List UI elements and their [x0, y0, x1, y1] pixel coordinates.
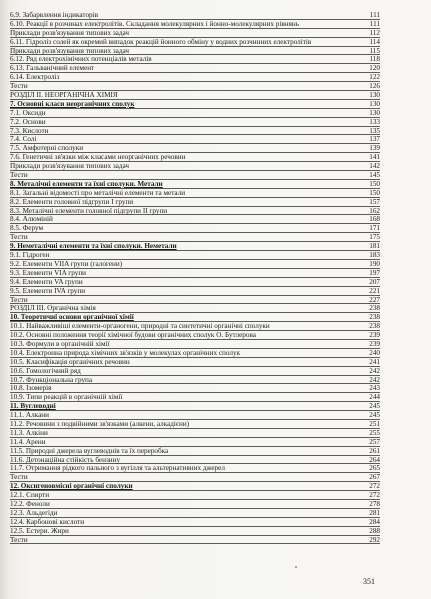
- toc-entry: [10, 536, 380, 545]
- toc-entry-page: 118: [369, 55, 380, 64]
- toc-entry-title: РОЗДІЛ III. Органічна хімія: [10, 304, 96, 313]
- toc-entry: [10, 491, 380, 500]
- toc-entry-page: 238: [369, 313, 380, 322]
- toc-entry-title: 7.5. Амфотерні сполуки: [10, 144, 84, 153]
- toc-entry-title: 11.3. Алкіни: [10, 428, 48, 437]
- toc-entry: [10, 207, 380, 216]
- toc-entry-title: Приклади розв'язування типових задач: [10, 28, 130, 37]
- toc-entry-page: 130: [369, 99, 380, 108]
- toc-entry-page: 175: [369, 233, 380, 242]
- toc-entry-page: 238: [369, 304, 380, 313]
- toc-entry-page: 126: [369, 82, 380, 91]
- toc-entry: [10, 269, 380, 278]
- toc-entry: [10, 82, 380, 91]
- toc-entry: [10, 447, 380, 456]
- toc-entry: [10, 73, 380, 82]
- toc-entry-title: 7.2. Основи: [10, 117, 46, 126]
- toc-entry: [10, 420, 380, 429]
- toc-entry-page: 130: [369, 91, 380, 100]
- toc-entry: [10, 91, 380, 100]
- toc-entry: [10, 198, 380, 207]
- toc-entry-title: 10.8. Ізомерія: [10, 384, 52, 393]
- toc-entry-title: 12.4. Карбонові кислоти: [10, 517, 85, 526]
- toc-entry-title: Тести: [10, 295, 28, 304]
- toc-entry-page: 284: [369, 517, 380, 526]
- toc-entry-title: 6.10. Реакції в розчинах електролітів. Складання молекулярних і йонно-молекулярних рівнянь: [10, 19, 300, 28]
- toc-entry-page: 168: [369, 215, 380, 224]
- toc-entry-page: 245: [369, 411, 380, 420]
- toc-entry-page: 241: [369, 357, 380, 366]
- toc-entry-page: 133: [369, 117, 380, 126]
- toc-entry-title: 12.2. Феноли: [10, 499, 50, 508]
- toc-entry: [10, 215, 380, 224]
- toc-entry-title: 9.4. Елементи VA групи: [10, 277, 83, 286]
- toc-entry-page: 207: [369, 277, 380, 286]
- toc-entry: [10, 162, 380, 171]
- toc-entry: [10, 20, 380, 29]
- toc-entry-title: 11.5. Природні джерела вуглеводнів та їх переробка: [10, 446, 169, 455]
- toc-entry-title: 9.2. Елементи VIIA групи (галогени): [10, 259, 123, 268]
- toc-entry-page: 242: [369, 375, 380, 384]
- toc-entry-title: 7. Основні класи неорганічних сполук: [10, 99, 135, 108]
- toc-entry: [10, 296, 380, 305]
- toc-entry: [10, 367, 380, 376]
- toc-entry-title: 12.1. Спирти: [10, 491, 50, 500]
- toc-entry-title: 12.3. Альдегіди: [10, 508, 58, 517]
- toc-entry-title: 6.14. Електроліз: [10, 73, 60, 82]
- toc-entry: [10, 64, 380, 73]
- toc-entry-title: Приклади розв'язування типових задач: [10, 46, 130, 55]
- toc-entry: [10, 55, 380, 64]
- toc-entry: [10, 464, 380, 473]
- toc-entry: [10, 278, 380, 287]
- toc-entry-title: 11.2. Речовини з подвійними зв'язками (алкени, алкадієни): [10, 419, 190, 428]
- toc-entry-title: 6.12. Ряд електрохімічних потенціалів металів: [10, 55, 152, 64]
- toc-entry: [10, 304, 380, 313]
- toc-entry: [10, 100, 380, 109]
- toc-entry-page: 243: [369, 384, 380, 393]
- toc-entry-page: 122: [369, 73, 380, 82]
- toc-entry-title: 11.6. Детонаційна стійкість бензину: [10, 455, 121, 464]
- toc-entry-title: 8.1. Загальні відомості про металічні елементи та метали: [10, 188, 186, 197]
- toc-entry: [10, 384, 380, 393]
- toc-entry: [10, 527, 380, 536]
- toc-entry-page: 111: [369, 11, 380, 19]
- toc-entry-page: 130: [369, 108, 380, 117]
- toc-entry-title: Тести: [10, 82, 28, 91]
- toc-entry-title: 6.11. Гідроліз солей як окремий випадок реакцій йонного обміну у водних розчинних електролітів: [10, 37, 312, 46]
- toc-entry: [10, 402, 380, 411]
- toc-entry-title: 9.5. Елементи IVA групи: [10, 286, 86, 295]
- toc-entry-page: 183: [369, 251, 380, 260]
- toc-entry: [10, 482, 380, 491]
- toc-entry-title: 7.1. Оксиди: [10, 108, 46, 117]
- toc-entry: [10, 456, 380, 465]
- toc-entry: [10, 153, 380, 162]
- toc-entry: [10, 376, 380, 385]
- toc-entry-page: 145: [369, 171, 380, 180]
- toc-entry: [10, 233, 380, 242]
- toc-entry-title: Тести: [10, 473, 28, 482]
- toc-entry-page: 141: [369, 153, 380, 162]
- toc-entry-title: Приклади розв'язування типових задач: [10, 162, 130, 171]
- toc-entry: [10, 340, 380, 349]
- toc-entry-title: 10.4. Електронна природа хімічних зв'язків у молекулах органічних сполук: [10, 348, 241, 357]
- toc-entry-page: 272: [369, 491, 380, 500]
- toc-entry-page: 221: [369, 286, 380, 295]
- toc-entry-title: Тести: [10, 535, 28, 544]
- toc-entry-title: 10.2. Основні положення теорії хімічної будови органічних сполук О. Бутлерова: [10, 331, 256, 340]
- toc-entry-title: 10.6. Гомологічний ряд: [10, 366, 81, 375]
- toc-entry-title: 8.5. Ферум: [10, 224, 43, 233]
- toc-entry-title: 7.3. Кислоти: [10, 126, 49, 135]
- toc-entry: [10, 473, 380, 482]
- toc-entry-title: Тести: [10, 171, 28, 180]
- toc-entry: [10, 127, 380, 136]
- toc-entry-page: 261: [369, 446, 380, 455]
- toc-entry: [10, 313, 380, 322]
- toc-entry-title: 9. Неметалічні елементи та їхні сполуки. Неметали: [10, 242, 177, 251]
- toc-entry-title: 10. Теоретичні основи органічної хімії: [10, 313, 134, 322]
- toc-entry-page: 255: [369, 428, 380, 437]
- toc-entry-title: 6.13. Гальванічний елемент: [10, 64, 95, 73]
- toc-entry: [10, 11, 380, 20]
- toc-entry-title: 8.2. Елементи головної підгрупи I групи: [10, 197, 134, 206]
- scan-speck: [295, 566, 297, 568]
- toc-entry-page: 265: [369, 464, 380, 473]
- toc-entry-page: 238: [369, 322, 380, 331]
- toc-entry: [10, 38, 380, 47]
- toc-entry-page: 120: [369, 64, 380, 73]
- toc-entry-page: 239: [369, 331, 380, 340]
- toc-entry: [10, 509, 380, 518]
- toc-entry: [10, 171, 380, 180]
- toc-entry-title: 6.9. Забарвлення індикаторів: [10, 11, 99, 19]
- toc-entry-page: 114: [369, 37, 380, 46]
- toc-entry-page: 197: [369, 268, 380, 277]
- toc-entry: [10, 518, 380, 527]
- table-of-contents: [10, 11, 380, 544]
- toc-entry-page: 281: [369, 508, 380, 517]
- toc-entry-page: 171: [369, 224, 380, 233]
- toc-entry-page: 267: [369, 473, 380, 482]
- toc-entry-title: 12.5. Естери. Жири: [10, 526, 69, 535]
- toc-entry: [10, 358, 380, 367]
- toc-entry: [10, 322, 380, 331]
- toc-entry-page: 292: [369, 535, 380, 544]
- toc-entry-page: 288: [369, 526, 380, 535]
- toc-entry-title: 10.5. Класифікація органічних речовин: [10, 357, 130, 366]
- toc-entry: [10, 224, 380, 233]
- toc-entry-page: 142: [369, 162, 380, 171]
- toc-entry-page: 190: [369, 259, 380, 268]
- toc-entry-title: 9.1. Гідроген: [10, 251, 50, 260]
- toc-entry: [10, 189, 380, 198]
- toc-entry: [10, 47, 380, 56]
- toc-entry: [10, 251, 380, 260]
- toc-entry-title: 9.3. Елементи VIA групи: [10, 268, 87, 277]
- toc-entry-page: 239: [369, 339, 380, 348]
- toc-entry: [10, 500, 380, 509]
- toc-entry-title: 11. Вуглеводні: [10, 402, 56, 411]
- toc-entry-page: 112: [369, 28, 380, 37]
- toc-entry-title: 10.1. Найважливіші елементи-органогени, природні та синтетичні органічні сполуки: [10, 322, 270, 331]
- toc-entry-title: 11.1. Алкани: [10, 411, 49, 420]
- toc-entry: [10, 331, 380, 340]
- toc-entry: [10, 109, 380, 118]
- toc-entry-page: 245: [369, 402, 380, 411]
- toc-entry-page: 139: [369, 144, 380, 153]
- toc-entry-page: 111: [369, 19, 380, 28]
- toc-entry-page: 272: [369, 482, 380, 491]
- toc-entry: [10, 393, 380, 402]
- toc-entry: [10, 260, 380, 269]
- toc-entry: [10, 438, 380, 447]
- toc-entry-title: 7.4. Солі: [10, 135, 37, 144]
- toc-entry-page: 135: [369, 126, 380, 135]
- toc-entry-title: 10.9. Типи реакцій в органічній хімії: [10, 393, 123, 402]
- toc-entry-title: 10.7. Функціональна група: [10, 375, 93, 384]
- toc-entry-page: 150: [369, 188, 380, 197]
- toc-entry-title: 7.6. Генетичні зв'язки між класами неорганічних речовин: [10, 153, 186, 162]
- toc-entry: [10, 287, 380, 296]
- toc-entry-page: 137: [369, 135, 380, 144]
- toc-entry-page: 181: [369, 242, 380, 251]
- page-number: 351: [363, 577, 375, 586]
- toc-entry-page: 150: [369, 179, 380, 188]
- toc-entry-title: 8.3. Металічні елементи головної підгрупи II групи: [10, 206, 168, 215]
- toc-entry: [10, 118, 380, 127]
- toc-entry: [10, 349, 380, 358]
- toc-entry-title: 10.3. Формули в органічній хімії: [10, 339, 110, 348]
- toc-entry-page: 244: [369, 393, 380, 402]
- toc-entry: [10, 429, 380, 438]
- toc-entry-title: 8.4. Алюміній: [10, 215, 53, 224]
- toc-entry: [10, 411, 380, 420]
- toc-entry-title: 11.7. Отримання рідкого пального з вугілля та альтернативних джерел: [10, 464, 225, 473]
- toc-entry: [10, 242, 380, 251]
- toc-entry-title: Тести: [10, 233, 28, 242]
- toc-entry-page: 162: [369, 206, 380, 215]
- toc-entry-title: 12. Оксигеновмісні органічні сполуки: [10, 482, 133, 491]
- toc-entry-title: РОЗДІЛ II. НЕОРГАНІЧНА ХІМІЯ: [10, 91, 118, 100]
- toc-entry: [10, 135, 380, 144]
- toc-entry-page: 264: [369, 455, 380, 464]
- toc-entry-page: 257: [369, 437, 380, 446]
- toc-entry-page: 227: [369, 295, 380, 304]
- toc-entry: [10, 144, 380, 153]
- toc-entry-page: 115: [369, 46, 380, 55]
- toc-entry-page: 242: [369, 366, 380, 375]
- toc-entry-title: 11.4. Арени: [10, 437, 46, 446]
- toc-entry-page: 240: [369, 348, 380, 357]
- toc-entry-page: 278: [369, 499, 380, 508]
- toc-entry-page: 251: [369, 419, 380, 428]
- toc-entry-title: 8. Металічні елементи та їхні сполуки. Метали: [10, 179, 163, 188]
- toc-entry: [10, 180, 380, 189]
- toc-entry: [10, 29, 380, 38]
- toc-entry-page: 157: [369, 197, 380, 206]
